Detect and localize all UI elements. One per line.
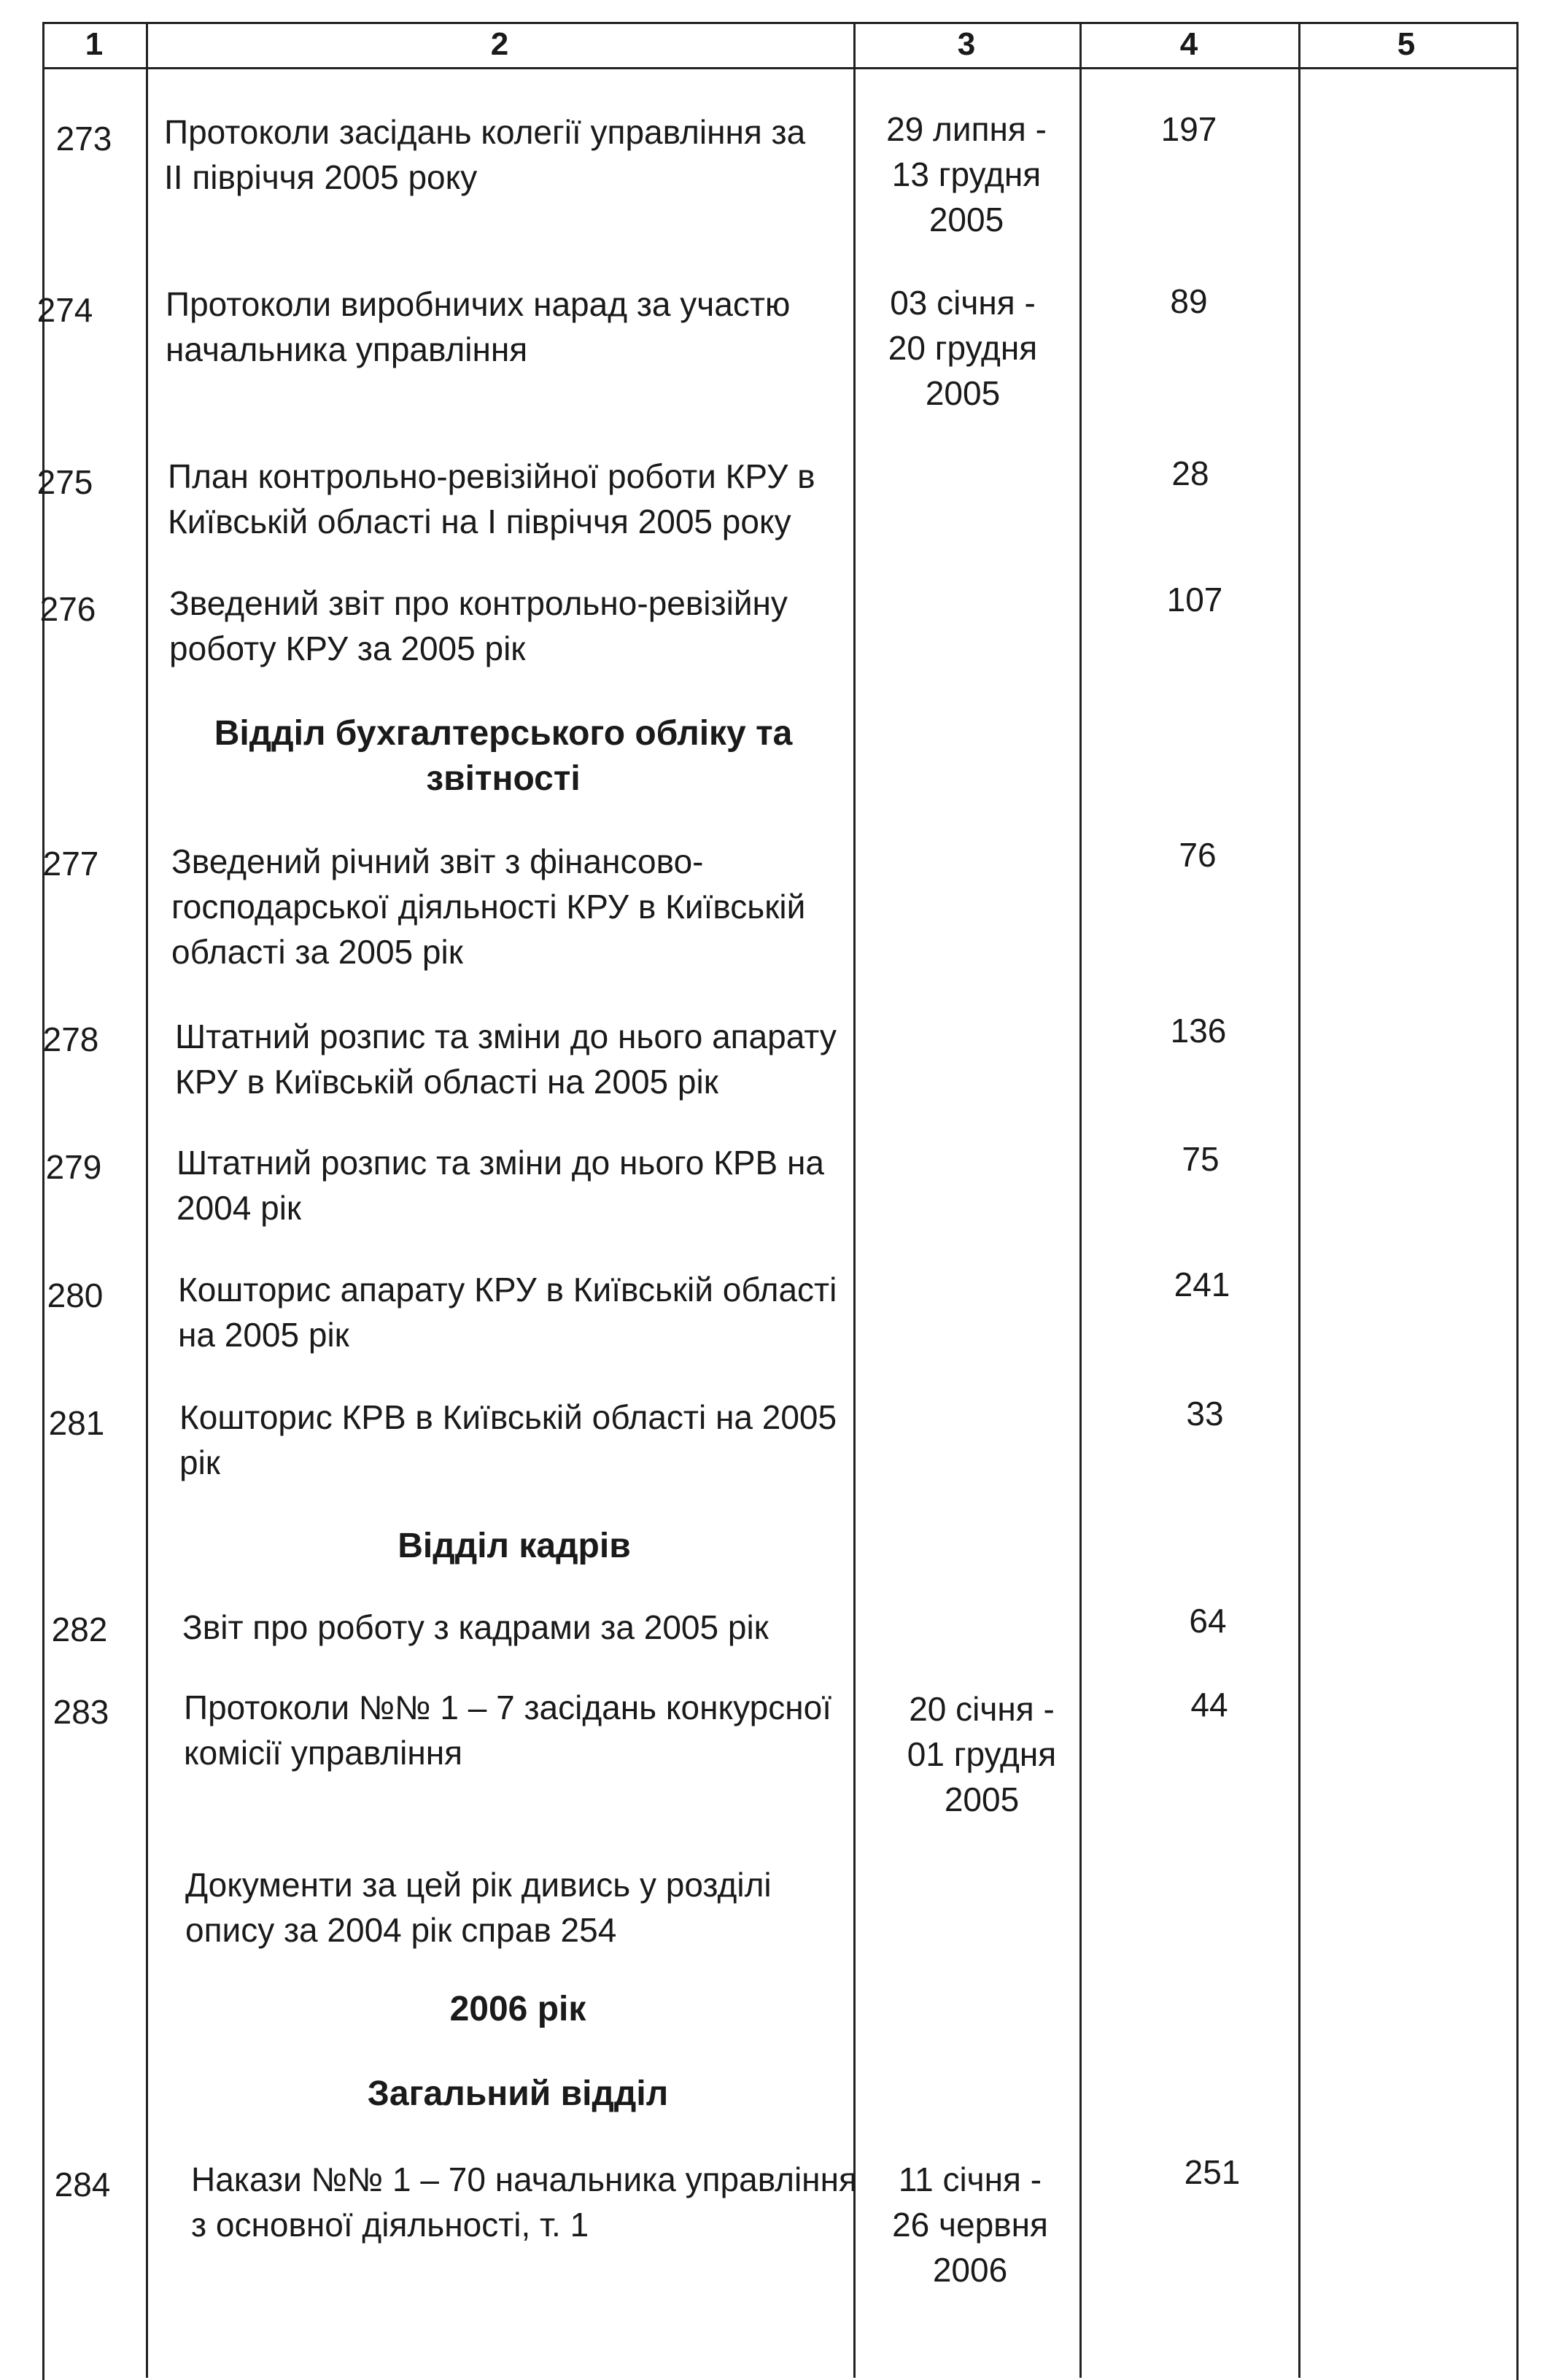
record-title: Протоколи виробничих нарад за участю начальника управління [166, 285, 791, 368]
header-divider [42, 67, 1519, 69]
record-title: Протоколи №№ 1 – 7 засідань конкурсної комісії управління [184, 1689, 832, 1772]
section-heading: Відділ бухгалтерського обліку та звітності [214, 714, 793, 798]
record-dates: 03 січня - 20 грудня 2005 [888, 284, 1038, 412]
column-header-3: 3 [957, 26, 976, 62]
record-count: 251 [1184, 2153, 1241, 2191]
cross-reference-note: Документи за цей рік дивись у розділі опису за 2004 рік справ 254 [185, 1866, 772, 1949]
record-number: 279 [45, 1148, 102, 1186]
column-header-1: 1 [85, 26, 104, 62]
record-number: 275 [36, 463, 93, 501]
record-number: 273 [55, 120, 112, 158]
record-number: 284 [54, 2166, 111, 2203]
record-title: Штатний розпис та зміни до нього КРВ на 2004 рік [177, 1144, 824, 1227]
record-count: 64 [1189, 1602, 1227, 1640]
section-heading: Відділ кадрів [398, 1527, 631, 1565]
record-number: 274 [36, 291, 93, 329]
column-divider [146, 22, 148, 2378]
record-title: Звіт про роботу з кадрами за 2005 рік [182, 1608, 769, 1646]
record-count: 75 [1182, 1140, 1220, 1178]
column-header-4: 4 [1179, 26, 1198, 62]
record-title: Протоколи засідань колегії управління за ІІ півріччя 2005 року [164, 113, 806, 196]
column-divider [1298, 22, 1300, 2378]
record-count: 89 [1170, 282, 1208, 320]
record-count: 241 [1174, 1265, 1230, 1303]
record-number: 281 [48, 1404, 105, 1442]
record-dates: 20 січня - 01 грудня 2005 [907, 1690, 1057, 1818]
record-number: 276 [39, 590, 96, 628]
record-title: Зведений річний звіт з фінансово- господарської діяльності КРУ в Київській області за 2005 рік [171, 842, 806, 971]
record-dates: 11 січня - 26 червня 2006 [892, 2160, 1048, 2289]
record-number: 280 [47, 1276, 104, 1314]
column-header-5: 5 [1397, 26, 1416, 62]
column-header-2: 2 [490, 26, 509, 62]
record-count: 28 [1171, 454, 1209, 492]
record-title: Накази №№ 1 – 70 начальника управління з основної діяльності, т. 1 [191, 2160, 857, 2244]
record-number: 283 [53, 1693, 109, 1731]
record-count: 197 [1160, 110, 1217, 148]
year-heading: 2006 рік [449, 1990, 586, 2028]
record-count: 136 [1170, 1012, 1227, 1050]
record-number: 278 [42, 1020, 99, 1058]
record-title: Кошторис апарату КРУ в Київській області на 2005 рік [178, 1271, 837, 1354]
record-count: 107 [1166, 581, 1223, 619]
record-number: 277 [42, 845, 99, 883]
record-number: 282 [51, 1610, 108, 1648]
record-title: План контрольно-ревізійної роботи КРУ в Київській області на І півріччя 2005 року [168, 457, 815, 540]
record-title: Зведений звіт про контрольно-ревізійну роботу КРУ за 2005 рік [169, 584, 788, 667]
record-title: Кошторис КРВ в Київській області на 2005 рік [179, 1398, 837, 1481]
column-divider [1079, 22, 1082, 2378]
record-count: 44 [1190, 1686, 1228, 1724]
record-dates: 29 липня - 13 грудня 2005 [886, 110, 1047, 239]
record-count: 76 [1179, 836, 1217, 874]
record-count: 33 [1186, 1395, 1224, 1433]
section-heading: Загальний відділ [367, 2074, 669, 2113]
record-title: Штатний розпис та зміни до нього апарату КРУ в Київській області на 2005 рік [175, 1017, 837, 1101]
